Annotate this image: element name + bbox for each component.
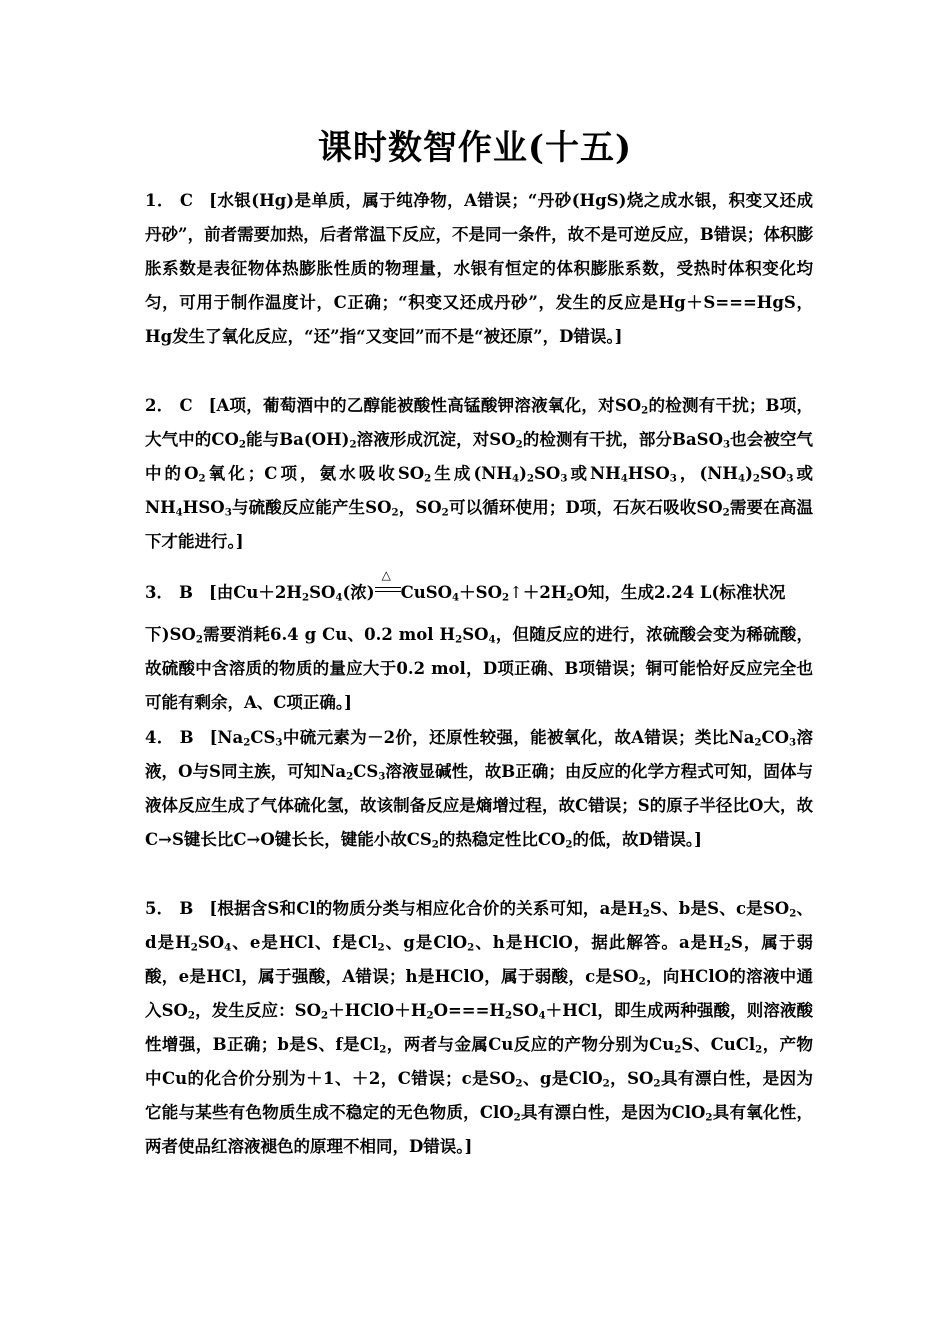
answer-text-cont: 下)$SO_2$需要消耗6.4 g Cu、0.2 mol $H_2SO_4$，但随反应的进行，浓硫酸会变为稀硫酸，故硫酸中含溶质的物质的量应大于0.2 mol，D项正确、B项错误；铜可能恰好反应完全也可能有剩余，A、C项正确。] [145, 625, 813, 712]
question-number: 5． [145, 899, 174, 918]
page-title: 课时数智作业(十五) [317, 128, 633, 168]
question-number: 2． [145, 396, 174, 415]
answer-letter: C [179, 191, 194, 210]
explanation: [A项，葡萄酒中的乙醇能被酸性高锰酸钾溶液氧化，对$SO_2$的检测有干扰；B项，大气中的$CO_2$能与$Ba(OH)_2$溶液形成沉淀，对$SO_2$的检测有干扰，部分BaSO$_3$也会被空气中的$O_2$氧化；C项，氨水吸收$SO_2$生成$(NH_4)_2SO_3$或$NH_4HSO_3$，$(NH_4)_2SO_3$或$NH_4HSO_3$与硫酸反应能产生$SO_2$，$SO_2$可以循环使用；D项，石灰石吸收$SO_2$需要在高温下才能进行。] [145, 396, 814, 551]
answer-text [145, 184, 813, 354]
explanation: [$Na_2CS_3$中硫元素为－2价，还原性较强，能被氧化，故A错误；类比$Na_2CO_3$溶液，O与S同主族，可知$Na_2CS_3$溶液显碱性，故B正确；由反应的化学方程式可知，固体与液体反应生成了气体硫化氢，故该制备反应是熵增过程，故C错误；S的原子半径比O大，故C→S键长比C→O键长长，键能小故$CS_2$的热稳定性比$CO_2$的低，故D错误。] [145, 728, 814, 851]
answer-item-1 [145, 184, 813, 354]
answer-letter: B [178, 583, 193, 602]
answer-letter: B [179, 728, 194, 747]
answer-item-5 [145, 892, 813, 1164]
answer-text [145, 389, 813, 559]
explanation: [水银(Hg)是单质，属于纯净物，A错误；“丹砂(HgS)烧之成水银，积变又还成丹砂”，前者需要加热，后者常温下反应，不是同一条件，故不是可逆反应，B错误；体积膨胀系数是表征物体热膨胀性质的物理量，水银有恒定的体积膨胀系数，受热时体积变化均匀，可用于制作温度计，C正确；“积变又还成丹砂”，发生的反应是Hg＋S===HgS，Hg发生了氧化反应，“还”指“又变回”而不是“被还原”，D错误。] [145, 191, 814, 346]
answer-letter: C [179, 396, 193, 415]
heat-triangle-icon: △ [381, 568, 391, 582]
explanation: [根据含S和Cl的物质分类与相应化合价的关系可知，a是$H_2S$、b是S、c是$SO_2$、d是$H_2SO_4$、e是HCl、f是$Cl_2$、g是ClO$_2$、h是HClO，据此解答。a是$H_2S$，属于弱酸，e是HCl，属于强酸，A错误；h是HClO，属于弱酸，c是$SO_2$，向HClO的溶液中通入$SO_2$，发生反应：$SO_2+HClO+H_2O===H_2SO_4+HCl$，即生成两种强酸，则溶液酸性增强，B正确；b是S、f是$Cl_2$，两者与金属Cu反应的产物分别为$Cu_2S$、CuCl$_2$，产物中Cu的化合价分别为＋1、＋2，C错误；c是$SO_2$、g是ClO$_2$，$SO_2$具有漂白性，是因为它能与某些有色物质生成不稳定的无色物质，ClO$_2$具有漂白性，是因为ClO$_2$具有氧化性，两者使品红溶液褪色的原理不相同，D错误。] [145, 899, 814, 1156]
answer-letter: B [179, 899, 194, 918]
question-number: 1． [145, 191, 174, 210]
heating-condition-equals [375, 568, 401, 597]
answer-item-4 [145, 721, 813, 857]
answer-text [145, 721, 813, 857]
answer-item-3 [145, 570, 813, 720]
question-number: 3． [145, 583, 173, 602]
answer-item-2 [145, 389, 813, 559]
question-number: 4． [145, 728, 174, 747]
explanation: [由$Cu+2H_2SO_4$(浓) △ $CuSO_4+SO_2↑+2H_2O$知，生成2.24 L(标准状况 [208, 568, 786, 604]
answer-text [145, 570, 813, 616]
answer-text [145, 892, 813, 1164]
